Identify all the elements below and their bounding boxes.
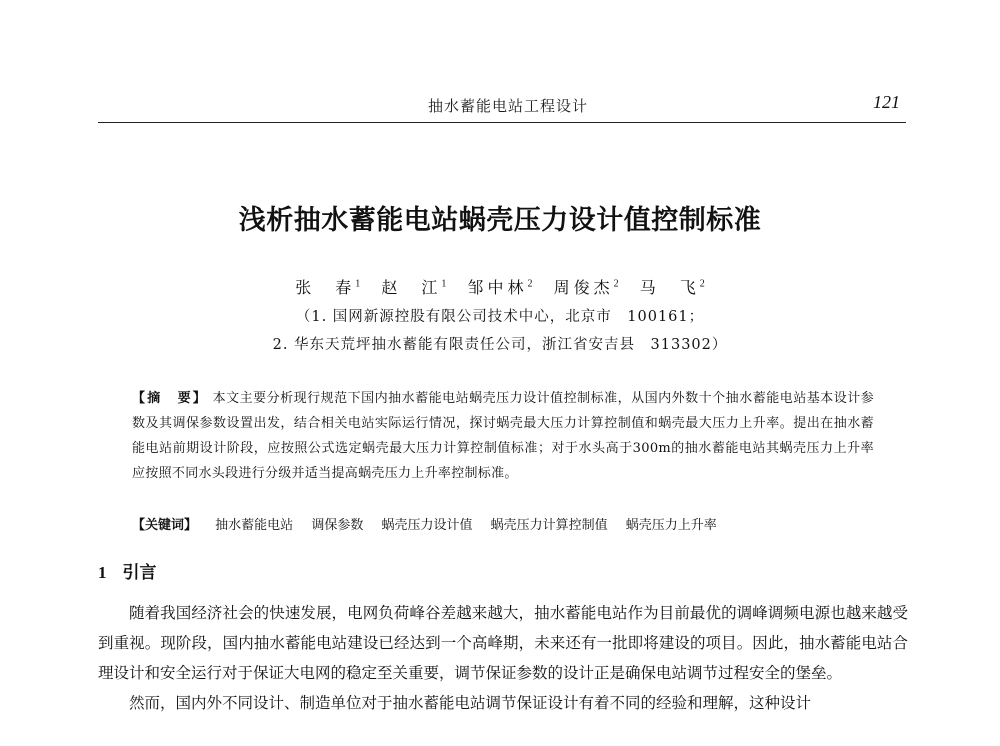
- author: 张 春$^1$: [295, 278, 361, 297]
- body-text: [98, 598, 908, 718]
- keyword: 蜗壳压力计算控制值: [490, 518, 608, 533]
- paragraph: 随着我国经济社会的快速发展，电网负荷峰谷差越来越大，抽水蓄能电站作为目前最优的调峰调频电源也越来越受到重视。现阶段，国内抽水蓄能电站建设已经达到一个高峰期，未来还有一批即将建设的项目。因此，抽水蓄能电站合理设计和安全运行对于保证大电网的稳定至关重要，调节保证参数的设计正是确保电站调节过程安全的堡垒。: [98, 604, 908, 682]
- paragraph: 然而，国内外不同设计、制造单位对于抽水蓄能电站调节保证设计有着不同的经验和理解，这种设计: [129, 694, 812, 712]
- affiliation-1: （1. 国网新源控股有限公司技术中心，北京市 100161；: [295, 309, 705, 325]
- section-title: 引言: [122, 563, 157, 583]
- keywords-label: 【关键词】: [132, 518, 198, 533]
- section-number: 1: [98, 563, 107, 582]
- section-heading: [98, 558, 157, 583]
- header-divider: [98, 122, 906, 123]
- running-title: 抽水蓄能电站工程设计: [428, 97, 589, 115]
- author: 周俊杰$^2$: [553, 278, 619, 297]
- keyword: 调保参数: [311, 518, 364, 533]
- keyword: 蜗壳压力上升率: [625, 518, 717, 533]
- affiliation-2: 2. 华东天荒坪抽水蓄能有限责任公司，浙江省安吉县 313302）: [272, 337, 728, 353]
- abstract: [132, 386, 874, 486]
- author: 赵 江$^1$: [381, 278, 447, 297]
- keyword: 蜗壳压力设计值: [381, 518, 473, 533]
- keywords: [132, 513, 874, 538]
- author-list: [0, 275, 1000, 298]
- keyword: 抽水蓄能电站: [215, 518, 294, 533]
- page-header: [98, 88, 906, 118]
- abstract-label: 【摘 要】: [132, 391, 209, 406]
- abstract-text: 本文主要分析现行规范下国内抽水蓄能电站蜗壳压力设计值控制标准，从国内外数十个抽水蓄能电站基本设计参数及其调保参数设置出发，结合相关电站实际运行情况，探讨蜗壳最大压力计算控制值和蜗壳最大压力上升率。提出在抽水蓄能电站前期设计阶段，应按照公式选定蜗壳最大压力计算控制值标准；对于水头高于300m的抽水蓄能电站其蜗壳压力上升率应按照不同水头段进行分级并适当提高蜗壳压力上升率控制标准。: [132, 391, 874, 481]
- author: 邹中林$^2$: [467, 278, 533, 297]
- paper-title: 浅析抽水蓄能电站蜗壳压力设计值控制标准: [238, 205, 762, 236]
- author: 马 飞$^2$: [639, 278, 705, 297]
- page-number: 121: [873, 92, 900, 112]
